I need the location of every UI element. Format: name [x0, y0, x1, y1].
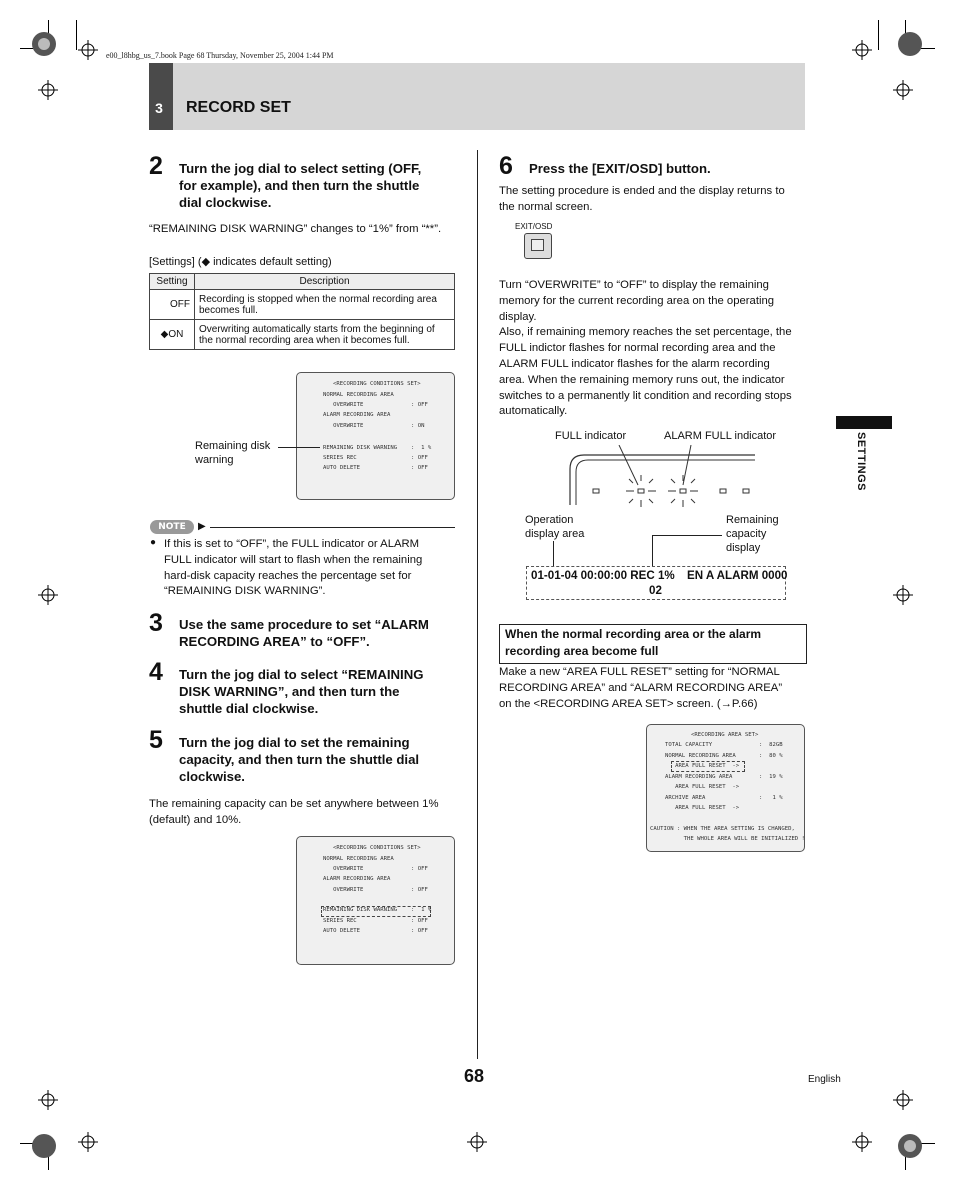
setting-description: the normal recording area when it becomes full. — [199, 334, 410, 346]
step-2-number: 2 — [149, 152, 163, 180]
screen-row-value: : 19 % — [759, 774, 783, 780]
screen-row-label: REMAINING DISK WARNING — [323, 445, 398, 451]
screen-row-value: : OFF — [411, 465, 428, 471]
table-row — [150, 290, 455, 320]
crosshair-icon — [38, 80, 58, 100]
operation-display-label — [525, 513, 584, 541]
recording-conditions-screen — [296, 372, 455, 500]
bullet-icon: ● — [150, 537, 157, 548]
recording-conditions-screen — [296, 836, 455, 965]
note-line: “REMAINING DISK WARNING”. — [164, 585, 326, 598]
paragraph-line: automatically. — [499, 405, 568, 418]
screen-row-label: OVERWRITE — [323, 402, 364, 408]
screen-row-value: : ON — [411, 423, 425, 429]
paragraph-line: display. — [499, 310, 537, 323]
exit-osd-button-icon — [524, 233, 552, 259]
screen-row-label: REMAINING DISK WARNING — [323, 907, 398, 913]
settings-table — [149, 273, 455, 350]
screen-row-label: SERIES REC — [323, 455, 357, 461]
step-2-line: for example), and then turn the shuttle — [179, 178, 420, 193]
step-3-number: 3 — [149, 609, 163, 637]
crosshair-icon — [78, 40, 98, 60]
status-line-left: 01-01-04 00:00:00 REC 1% — [531, 569, 675, 582]
crosshair-icon — [467, 1132, 487, 1152]
screen-row-label: OVERWRITE — [323, 887, 364, 893]
crop-mark — [878, 20, 879, 50]
screen-title: <RECORDING CONDITIONS SET> — [333, 381, 421, 387]
crosshair-icon — [38, 1090, 58, 1110]
callout-line: warning — [195, 454, 234, 466]
capacity-leader — [652, 535, 722, 536]
crosshair-icon — [78, 1132, 98, 1152]
crosshair-icon — [852, 40, 872, 60]
step-4-line: shuttle dial clockwise. — [179, 701, 319, 716]
status-line-right: EN A ALARM 0000 — [687, 569, 788, 582]
screen-row-value: : 1 % — [759, 795, 783, 801]
step-2-line: Turn the jog dial to select setting (OFF, — [179, 161, 422, 176]
callout-line: Remaining disk — [195, 440, 271, 452]
operation-display-leader — [553, 541, 554, 566]
screen-row-label: NORMAL RECORDING AREA — [323, 392, 394, 398]
chapter-header-bar — [149, 63, 805, 130]
screen-row-label: ALARM RECORDING AREA — [323, 412, 391, 418]
screen-row-label: TOTAL CAPACITY — [665, 742, 713, 748]
chapter-number-box — [149, 63, 173, 130]
front-panel-diagram — [560, 445, 760, 510]
screen-row-value: : 82GB — [759, 742, 783, 748]
screen-row-label: OVERWRITE — [323, 866, 364, 872]
setting-description: Recording is stopped when the normal recording area — [199, 293, 437, 305]
screen-row-label: ALARM RECORDING AREA — [323, 876, 391, 882]
note-line: hard-disk capacity reaches the percentage set for — [164, 569, 412, 582]
paragraph-line: memory for the current recording area on the operating — [499, 294, 775, 307]
step-6-number: 6 — [499, 152, 513, 180]
step-5-number: 5 — [149, 726, 163, 754]
note-rule — [210, 527, 455, 528]
chapter-number: 3 — [155, 100, 163, 116]
step-4-number: 4 — [149, 658, 163, 686]
label-line: Operation — [525, 514, 574, 526]
print-info-line: e00_l8hbg_us_7.book Page 68 Thursday, November 25, 2004 1:44 PM — [106, 51, 334, 60]
step-3-line: RECORDING AREA” to “OFF”. — [179, 634, 370, 649]
setting-value: OFF — [150, 290, 195, 320]
paragraph-line: ALARM FULL indicator flashes for the alarm recording — [499, 357, 770, 370]
exit-osd-label: EXIT/OSD — [515, 222, 553, 231]
screen-row-value: : OFF — [411, 866, 428, 872]
note-arrow-icon: ▶ — [198, 521, 206, 532]
screen-row-label: NORMAL RECORDING AREA — [665, 753, 736, 759]
crosshair-icon — [893, 1090, 913, 1110]
heading-line: When the normal recording area or the alarm — [505, 627, 762, 641]
column-divider — [477, 150, 478, 1059]
crosshair-icon — [38, 585, 58, 605]
note-badge: NOTE — [150, 520, 194, 534]
paragraph-line: Also, if remaining memory reaches the set percentage, the — [499, 326, 792, 339]
note-line: FULL indicator will start to flash when the remaining — [164, 553, 423, 566]
settings-caption: [Settings] (◆ indicates default setting) — [149, 256, 332, 268]
setting-value: ◆ON — [150, 320, 195, 350]
screen-row-value: : OFF — [411, 455, 428, 461]
side-tab-label: SETTINGS — [855, 432, 867, 492]
remaining-disk-callout — [195, 439, 270, 467]
screen-row-value: : 1 % — [411, 907, 432, 913]
screen-row-value: : OFF — [411, 402, 428, 408]
side-tab-bar — [836, 416, 892, 429]
table-row — [150, 320, 455, 350]
screen-row-label: AUTO DELETE — [323, 928, 361, 934]
registration-target-icon — [30, 1132, 58, 1160]
note-line: If this is set to “OFF”, the FULL indicator or ALARM — [164, 538, 420, 550]
label-line: Remaining — [726, 514, 779, 526]
crop-mark — [76, 20, 77, 50]
screen-row-label: AUTO DELETE — [323, 465, 361, 471]
paragraph-line: FULL indictor flashes for normal recording area and the — [499, 342, 776, 355]
area-full-text: RECORDING AREA” and “ALARM RECORDING AREA” — [499, 681, 783, 694]
status-display — [526, 566, 786, 600]
step-6-description: The setting procedure is ended and the display returns to — [499, 185, 785, 197]
screen-row-label: SERIES REC — [323, 918, 357, 924]
setting-description: becomes full. — [199, 304, 258, 316]
area-full-heading — [505, 626, 761, 660]
step-5-line: capacity, and then turn the shuttle dial — [179, 752, 420, 767]
step-2-line: dial clockwise. — [179, 195, 272, 210]
label-line: display — [726, 542, 761, 554]
screen-row-label: AREA FULL RESET -> — [665, 805, 740, 811]
step-5-description: (default) and 10%. — [149, 813, 242, 826]
screen-row-value: : 80 % — [759, 753, 783, 759]
paragraph-line: area. When the remaining memory runs out, the indicator — [499, 373, 785, 386]
caution-line: THE WHOLE AREA WILL BE INITIALIZED ! — [650, 836, 805, 842]
chapter-title: RECORD SET — [186, 99, 291, 116]
screen-row-label: OVERWRITE — [323, 423, 364, 429]
screen-row-value: : 1 % — [411, 445, 432, 451]
heading-line: recording area become full — [505, 644, 659, 658]
screen-row-label: ALARM RECORDING AREA — [665, 774, 733, 780]
step-4-line: Turn the jog dial to select “REMAINING — [179, 667, 424, 682]
screen-row-label: AREA FULL RESET -> — [665, 763, 740, 769]
step-2-description: “REMAINING DISK WARNING” changes to “1%” from “**”. — [149, 223, 442, 235]
screen-row-value: : OFF — [411, 928, 428, 934]
registration-target-icon — [30, 30, 58, 58]
area-full-text: Make a new “AREA FULL RESET” setting for “NORMAL — [499, 666, 780, 678]
screen-row-label: ARCHIVE AREA — [665, 795, 706, 801]
setting-description: Overwriting automatically starts from the beginning of — [199, 323, 435, 335]
step-5-line: Turn the jog dial to set the remaining — [179, 735, 410, 750]
screen-row-value: : OFF — [411, 918, 428, 924]
remaining-capacity-label — [726, 513, 779, 555]
step-4-line: DISK WARNING”, and then turn the — [179, 684, 400, 699]
paragraph-line: Turn “OVERWRITE” to “OFF” to display the remaining — [499, 279, 769, 291]
label-line: display area — [525, 528, 585, 540]
screen-row-label: AREA FULL RESET -> — [665, 784, 740, 790]
recording-area-screen — [646, 724, 805, 852]
column-header-setting: Setting — [150, 274, 195, 290]
step-5-line: clockwise. — [179, 769, 245, 784]
status-line-2: 02 — [649, 584, 662, 597]
step-3-line: Use the same procedure to set “ALARM — [179, 617, 429, 632]
callout-leader-line — [278, 447, 320, 448]
step-6-title: Press the [EXIT/OSD] button. — [529, 161, 711, 176]
paragraph-line: switches to a permanently lit condition and recording stops — [499, 389, 792, 402]
crosshair-icon — [893, 585, 913, 605]
registration-target-icon — [896, 1132, 924, 1160]
screen-title: <RECORDING AREA SET> — [691, 732, 759, 738]
page-number: 68 — [464, 1066, 485, 1086]
crosshair-icon — [852, 1132, 872, 1152]
crosshair-icon — [893, 80, 913, 100]
column-header-description: Description — [195, 274, 455, 290]
registration-target-icon — [896, 30, 924, 58]
step-5-description: The remaining capacity can be set anywhere between 1% — [149, 798, 439, 810]
area-full-text: on the <RECORDING AREA SET> screen. (→P.66) — [499, 697, 758, 710]
screen-row-label: NORMAL RECORDING AREA — [323, 856, 394, 862]
screen-row-value: : OFF — [411, 887, 428, 893]
language-label: English — [808, 1074, 841, 1085]
alarm-full-indicator-label: ALARM FULL indicator — [664, 430, 777, 442]
full-indicator-label: FULL indicator — [555, 430, 627, 442]
button-face — [531, 239, 544, 251]
caution-line: CAUTION : WHEN THE AREA SETTING IS CHANGED, — [650, 826, 795, 832]
label-line: capacity — [726, 528, 767, 540]
capacity-leader — [652, 535, 653, 566]
screen-title: <RECORDING CONDITIONS SET> — [333, 845, 421, 851]
step-6-description: the normal screen. — [499, 200, 593, 213]
